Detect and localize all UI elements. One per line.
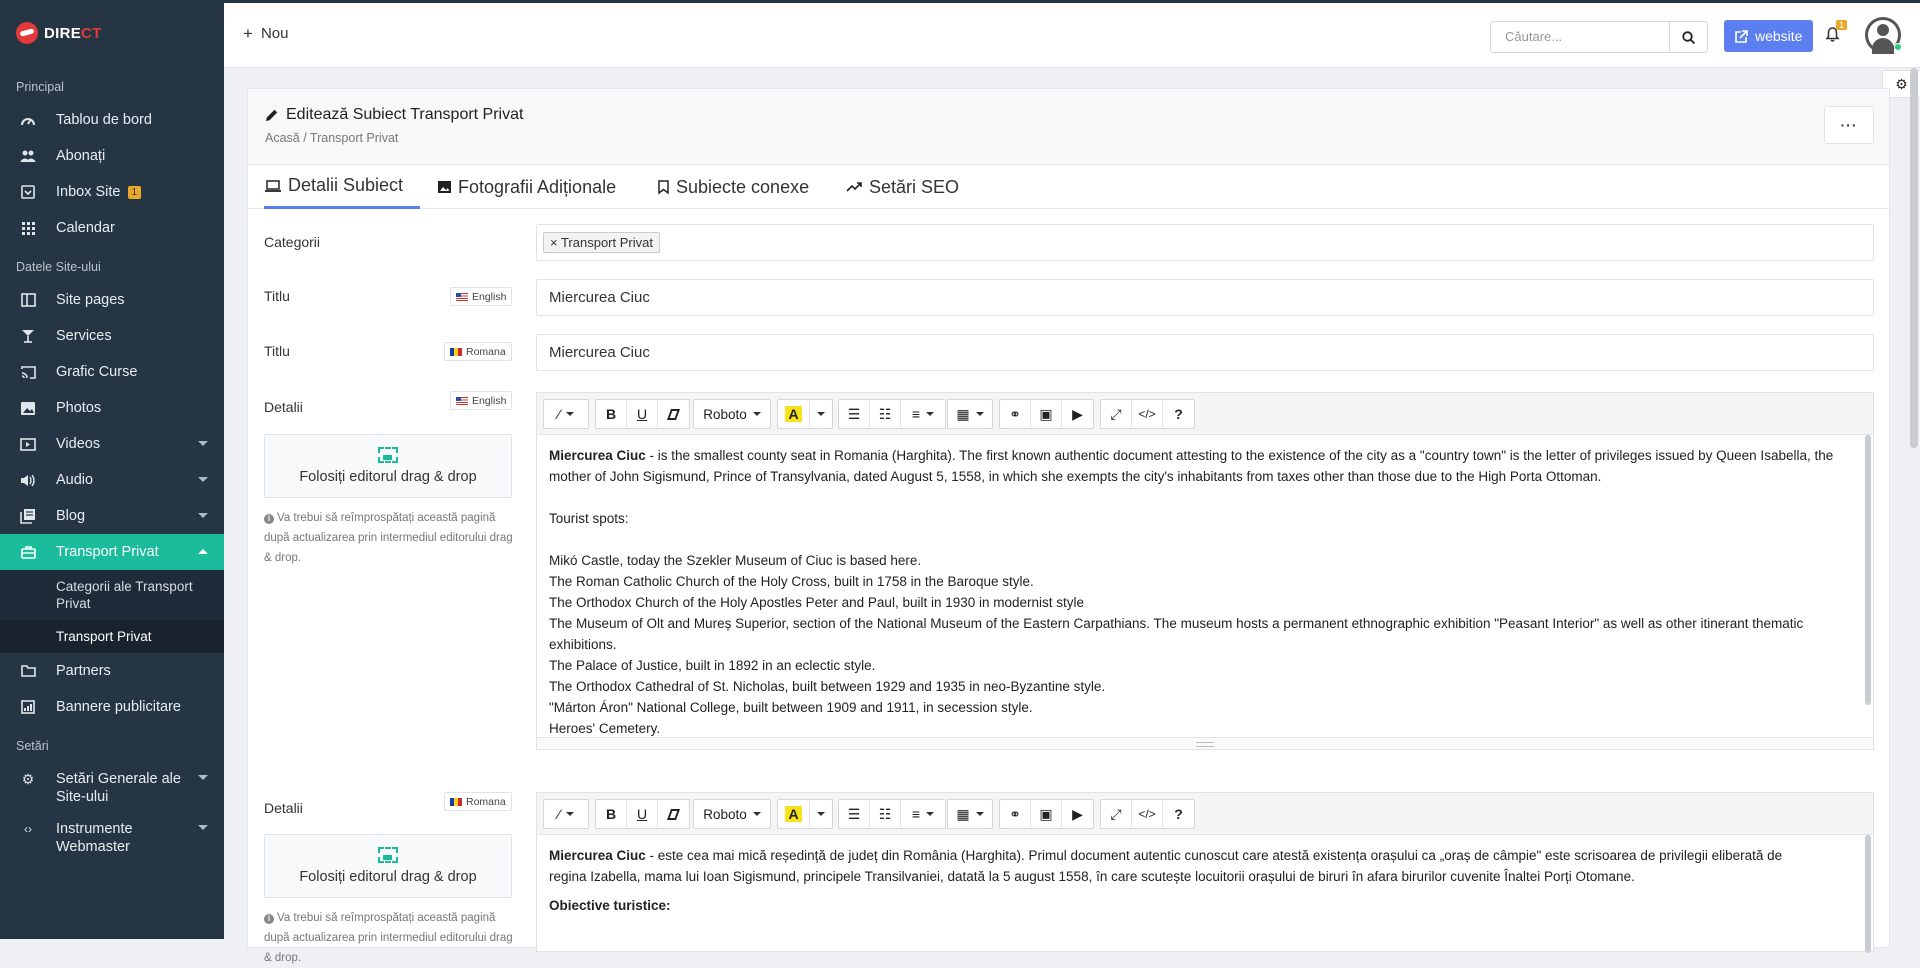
lang-chip-label: Romana xyxy=(466,345,506,358)
align-left-icon: ≡ xyxy=(911,406,921,422)
website-button[interactable] xyxy=(1724,20,1813,52)
table-button[interactable] xyxy=(948,800,992,828)
bold-button[interactable] xyxy=(596,800,627,828)
breadcrumb[interactable]: Acasă / Transport Privat xyxy=(265,131,399,145)
more-options-button[interactable]: ··· xyxy=(1824,106,1874,144)
new-button-label: Nou xyxy=(260,25,289,42)
spots-title: Obiective turistice: xyxy=(549,898,671,913)
toolbar-group-font xyxy=(693,799,771,829)
editor-blank xyxy=(549,529,1861,550)
bold-icon: B xyxy=(605,406,617,422)
link-button[interactable] xyxy=(1000,800,1031,828)
video-button[interactable] xyxy=(1062,400,1093,428)
font-family-select[interactable] xyxy=(694,800,770,828)
editor-line: Heroes' Cemetery. xyxy=(549,721,661,736)
list-ol-icon: ☷ xyxy=(878,405,892,422)
section-main: Principal xyxy=(16,80,64,94)
pages-icon xyxy=(20,292,36,308)
flag-us-icon xyxy=(456,397,468,405)
flag-us-icon xyxy=(456,293,468,301)
align-left-icon: ≡ xyxy=(911,806,921,822)
rich-editor-en xyxy=(536,392,1874,750)
lang-chip-label: English xyxy=(472,290,507,303)
dragdrop-label: Folosiți editorul drag & drop xyxy=(299,869,477,885)
section-site-data: Datele Site-ului xyxy=(16,260,101,274)
chevron-down-icon xyxy=(926,812,934,816)
sidebar-item-photos[interactable] xyxy=(0,390,224,426)
image-button[interactable] xyxy=(1031,800,1062,828)
search-input[interactable]: Căutare... xyxy=(1490,21,1670,53)
inbox-icon xyxy=(20,184,36,200)
color-button[interactable] xyxy=(778,400,810,428)
link-icon: ⚭ xyxy=(1009,805,1021,822)
table-button[interactable] xyxy=(948,400,992,428)
sidebar-item-inbox[interactable] xyxy=(0,174,224,210)
toolbar-group-style xyxy=(543,799,589,829)
chevron-down-icon xyxy=(566,812,574,816)
edit-card xyxy=(247,88,1890,964)
sidebar-subitem-transport[interactable]: Transport Privat xyxy=(0,620,224,653)
rich-editor-ro xyxy=(536,792,1874,952)
align-button[interactable] xyxy=(901,400,945,428)
chevron-down-icon xyxy=(566,412,574,416)
sidebar-item-site-pages[interactable] xyxy=(0,282,224,318)
transport-submenu xyxy=(0,570,224,653)
inbox-badge: 1 xyxy=(128,186,142,199)
tab-label: Setări SEO xyxy=(869,176,960,197)
editor-paragraph xyxy=(549,845,1813,887)
image-icon: ▣ xyxy=(1039,405,1053,422)
cocktail-icon xyxy=(20,328,36,344)
font-family-select[interactable] xyxy=(694,400,770,428)
card-header xyxy=(248,89,1889,165)
sidebar-item-label: Tablou de bord xyxy=(56,112,152,128)
toolbar-group-color xyxy=(777,399,833,429)
sidebar-item-subscribers[interactable] xyxy=(0,138,224,174)
dragdrop-icon xyxy=(378,847,398,863)
text-color-icon: A xyxy=(785,806,801,822)
toolbar-group-lists xyxy=(838,799,946,829)
editor-toolbar xyxy=(537,393,1873,435)
lead-text: - is the smallest county seat in Romania (Harghita). The first known authentic document attesting to the existence of the city as a "country town" is the letter of privileges issued by Queen Isabella, the mother of John Sigismund, Prince of Transylvania, dated August 5, 1558, in which she exempts the city's inhabitants from taxes other than those due to the High Porta Ottoman. xyxy=(549,448,1834,484)
ordered-list-button[interactable] xyxy=(870,400,901,428)
topbar xyxy=(224,0,1920,68)
title-input-en[interactable]: Miercurea Ciuc xyxy=(536,279,1874,316)
expand-icon: ⤢ xyxy=(1110,805,1122,822)
laptop-icon xyxy=(265,180,281,192)
bold-icon: B xyxy=(605,806,617,822)
gear-icon: ⚙ xyxy=(21,771,35,787)
ordered-list-button[interactable] xyxy=(870,800,901,828)
tab-photos[interactable] xyxy=(438,165,616,209)
chevron-down-icon xyxy=(198,513,208,518)
cast-icon xyxy=(20,364,36,380)
dragdrop-hint xyxy=(264,908,516,968)
code-view-button[interactable] xyxy=(1132,800,1163,828)
lead-bold: Miercurea Ciuc xyxy=(549,848,646,863)
lang-chip-label: English xyxy=(472,394,507,407)
tab-details[interactable] xyxy=(264,165,420,209)
code-icon: </> xyxy=(1138,407,1156,421)
bullet-list-button[interactable] xyxy=(839,400,870,428)
editor-line: The Palace of Justice, built in 1892 in an eclectic style. xyxy=(549,658,876,673)
category-tag[interactable]: × Transport Privat xyxy=(543,232,660,253)
editor-content-ro[interactable] xyxy=(537,835,1873,953)
underline-button[interactable] xyxy=(627,800,658,828)
chevron-down-icon xyxy=(753,412,761,416)
fullscreen-button[interactable] xyxy=(1101,800,1132,828)
editor-resize-handle[interactable] xyxy=(537,737,1873,749)
toolbar-group-view xyxy=(1100,399,1195,429)
lang-chip-ro xyxy=(444,342,512,361)
bold-button[interactable] xyxy=(596,400,627,428)
page-scrollbar[interactable] xyxy=(1910,68,1918,448)
underline-icon: U xyxy=(636,406,648,422)
underline-button[interactable] xyxy=(627,400,658,428)
external-link-icon xyxy=(1735,30,1748,43)
editor-line: The Roman Catholic Church of the Holy Cross, built in 1758 in the Baroque style. xyxy=(549,574,1034,589)
color-dropdown[interactable] xyxy=(810,400,832,428)
page-title xyxy=(265,106,523,124)
sidebar-item-videos[interactable] xyxy=(0,426,224,462)
video-icon: ▶ xyxy=(1072,805,1083,822)
toolbar-group-insert xyxy=(999,399,1094,429)
chevron-down-icon xyxy=(817,812,825,816)
help-icon: ? xyxy=(1174,806,1183,822)
sidebar-item-label: Bannere publicitare xyxy=(56,699,181,715)
sidebar-item-blog[interactable] xyxy=(0,498,224,534)
toolbar-group-format xyxy=(595,799,690,829)
image-button[interactable] xyxy=(1031,400,1062,428)
search-button[interactable] xyxy=(1670,21,1708,53)
toolbar-group-view xyxy=(1100,799,1195,829)
expand-icon: ⤢ xyxy=(1110,405,1122,422)
info-icon: i xyxy=(264,914,274,924)
lang-chip-label: Romana xyxy=(466,795,506,808)
sidebar-item-banners[interactable] xyxy=(0,689,224,725)
editor-paragraph xyxy=(549,445,1861,487)
bullet-list-button[interactable] xyxy=(839,800,870,828)
sidebar-item-label: Site pages xyxy=(56,292,125,308)
eraser-button[interactable] xyxy=(658,800,689,828)
volume-icon xyxy=(20,472,36,488)
sidebar-item-calendar[interactable] xyxy=(0,210,224,246)
title-label-en: Titlu xyxy=(264,288,290,304)
video-icon xyxy=(20,436,36,452)
hint-text: Va trebui să reîmprospătați această pagină după actualizarea prin intermediul editorului drag & drop. xyxy=(264,912,513,964)
image-icon xyxy=(20,400,36,416)
tab-label: Fotografii Adiționale xyxy=(458,176,617,197)
grid-icon xyxy=(20,220,36,236)
underline-icon: U xyxy=(636,806,648,822)
banner-icon xyxy=(20,699,36,715)
dragdrop-editor-button[interactable] xyxy=(264,434,512,498)
lead-bold: Miercurea Ciuc xyxy=(549,448,646,463)
tab-seo[interactable] xyxy=(846,165,959,209)
chevron-up-icon xyxy=(198,549,208,554)
categories-label: Categorii xyxy=(264,234,321,250)
hint-text: Va trebui să reîmprospătați această pagină după actualizarea prin intermediul editorului drag & drop. xyxy=(264,512,513,564)
online-indicator xyxy=(1894,43,1902,51)
dragdrop-label: Folosiți editorul drag & drop xyxy=(299,469,477,485)
font-name: Roboto xyxy=(703,806,747,822)
sidebar-item-transport[interactable] xyxy=(0,534,224,570)
toolbar-group-style xyxy=(543,399,589,429)
eraser-icon xyxy=(667,809,680,820)
gauge-icon xyxy=(20,112,36,128)
magic-style-button[interactable] xyxy=(544,800,588,828)
logo-icon xyxy=(16,22,38,44)
tab-related[interactable] xyxy=(658,165,809,209)
sidebar-item-general-settings[interactable] xyxy=(0,761,224,811)
sidebar-item-label: Blog xyxy=(56,508,86,524)
flag-ro-icon xyxy=(450,348,462,356)
chevron-down-icon xyxy=(817,412,825,416)
chevron-down-icon xyxy=(926,412,934,416)
editor-line: "Márton Áron" National College, built between 1909 and 1911, in secession style. xyxy=(549,700,1033,715)
code-icon: ‹› xyxy=(24,822,32,836)
editor-line: Mikó Castle, today the Szekler Museum of Ciuc is based here. xyxy=(549,553,922,568)
lang-chip-en xyxy=(450,287,512,306)
magic-wand-icon: ⁄ xyxy=(557,806,561,822)
color-button[interactable] xyxy=(778,800,810,828)
sidebar-item-label: Abonați xyxy=(56,148,106,164)
text-color-icon: A xyxy=(785,406,801,422)
editor-content-en[interactable] xyxy=(537,435,1873,738)
image-icon xyxy=(438,181,451,193)
logo-text-a: DIRE xyxy=(44,24,82,42)
info-icon: i xyxy=(264,514,274,524)
dragdrop-icon xyxy=(378,447,398,463)
title-input-ro[interactable]: Miercurea Ciuc xyxy=(536,334,1874,371)
code-icon: </> xyxy=(1138,807,1156,821)
editor-blank xyxy=(549,487,1861,508)
sidebar-item-label: Setări Generale ale Site-ului xyxy=(56,771,181,805)
tab-bar xyxy=(248,165,1889,209)
editor-line: The Orthodox Church of the Holy Apostles Peter and Paul, built in 1930 in modernist style xyxy=(549,595,1085,610)
list-ol-icon: ☷ xyxy=(878,805,892,822)
folder-icon xyxy=(20,663,36,679)
sidebar-item-label: Instrumente Webmaster xyxy=(56,821,133,855)
toolbar-group-font xyxy=(693,399,771,429)
font-name: Roboto xyxy=(703,406,747,422)
details-label-ro: Detalii xyxy=(264,800,303,816)
section-settings: Setări xyxy=(16,739,49,753)
briefcase-icon xyxy=(20,544,36,560)
help-button[interactable] xyxy=(1163,400,1194,428)
sidebar-item-label: Calendar xyxy=(56,220,115,236)
gear-icon: ⚙ xyxy=(1895,75,1908,92)
dragdrop-editor-button[interactable] xyxy=(264,834,512,898)
sidebar-item-label: Grafic Curse xyxy=(56,364,138,380)
title-label-ro: Titlu xyxy=(264,343,290,359)
bookmark-icon xyxy=(658,180,669,194)
blog-icon xyxy=(20,508,36,524)
link-button[interactable] xyxy=(1000,400,1031,428)
editor-toolbar xyxy=(537,793,1873,835)
sidebar-item-partners[interactable] xyxy=(0,653,224,689)
editor-line: The Orthodox Cathedral of St. Nicholas, built between 1929 and 1935 in neo-Byzantine style. xyxy=(549,679,1106,694)
editor-scrollbar[interactable] xyxy=(1865,835,1871,953)
sidebar-subitem-categories[interactable]: Categorii ale Transport Privat xyxy=(56,579,193,611)
lang-chip-en xyxy=(450,391,512,410)
details-label-en: Detalii xyxy=(264,399,303,415)
logo-text-b: CT xyxy=(81,24,102,42)
video-icon: ▶ xyxy=(1072,405,1083,422)
tab-label: Detalii Subiect xyxy=(288,175,404,195)
list-ul-icon: ☰ xyxy=(847,405,861,422)
help-button[interactable] xyxy=(1163,800,1194,828)
sidebar-item-label: Photos xyxy=(56,400,102,416)
chevron-down-icon xyxy=(198,775,208,780)
tab-label: Subiecte conexe xyxy=(676,176,810,197)
color-dropdown[interactable] xyxy=(810,800,832,828)
categories-select[interactable] xyxy=(536,224,1874,261)
logo[interactable] xyxy=(0,0,224,66)
flag-ro-icon xyxy=(450,798,462,806)
table-icon: ▦ xyxy=(956,405,970,422)
toolbar-group-lists xyxy=(838,399,946,429)
toolbar-group-table xyxy=(947,399,993,429)
chevron-down-icon xyxy=(976,812,984,816)
editor-scrollbar[interactable] xyxy=(1865,435,1871,705)
toolbar-group-format xyxy=(595,399,690,429)
website-button-label: website xyxy=(1755,28,1803,44)
editor-paragraph: Tourist spots: xyxy=(549,511,629,526)
lead-text: - este cea mai mică reședință de județ din România (Harghita). Primul document autentic cunoscut care atestă existența orașului ca „oraș de câmpie" este scrisoarea de privilegii eliberată de regina Izabella, mama lui Ioan Sigismund, principele Transilvaniei, datată la 5 august 1558, în care scutește locuitorii orașului de biruri în afara birurilor cuvenite Înaltei Porți Otomane. xyxy=(549,848,1783,884)
align-button[interactable] xyxy=(901,800,945,828)
sidebar-item-grafic[interactable] xyxy=(0,354,224,390)
sidebar-item-label: Inbox Site xyxy=(56,184,121,200)
notification-badge: 1 xyxy=(1836,20,1847,30)
sidebar-item-webmaster[interactable] xyxy=(0,811,224,861)
fullscreen-button[interactable] xyxy=(1101,400,1132,428)
chevron-down-icon xyxy=(198,441,208,446)
video-button[interactable] xyxy=(1062,800,1093,828)
sidebar-item-label: Audio xyxy=(56,472,94,488)
users-icon xyxy=(20,148,36,164)
page-title-text: Editează Subiect Transport Privat xyxy=(286,106,524,123)
chevron-down-icon xyxy=(198,825,208,830)
table-icon: ▦ xyxy=(956,805,970,822)
help-icon: ? xyxy=(1174,406,1183,422)
search-icon xyxy=(1682,31,1695,44)
sidebar-item-services[interactable] xyxy=(0,318,224,354)
pencil-icon xyxy=(265,108,279,122)
toolbar-group-table xyxy=(947,799,993,829)
sidebar xyxy=(0,0,224,939)
magic-style-button[interactable] xyxy=(544,400,588,428)
plus-icon: + xyxy=(243,24,253,43)
editor-line: The Museum of Olt and Mureș Superior, section of the National Museum of the Eastern Carpathians. The museum hosts a permanent ethnographic exhibition "Peasant Interior" as well as other itinerant thematic exhibitions. xyxy=(549,616,1804,652)
chevron-down-icon xyxy=(976,412,984,416)
dragdrop-hint xyxy=(264,508,516,568)
link-icon: ⚭ xyxy=(1009,405,1021,422)
toolbar-group-color xyxy=(777,799,833,829)
sidebar-item-label: Partners xyxy=(56,663,111,679)
sidebar-item-label: Services xyxy=(56,328,112,344)
image-icon: ▣ xyxy=(1039,805,1053,822)
sidebar-item-audio[interactable] xyxy=(0,462,224,498)
code-view-button[interactable] xyxy=(1132,400,1163,428)
sidebar-item-dashboard[interactable] xyxy=(0,102,224,138)
magic-wand-icon: ⁄ xyxy=(557,406,561,422)
chevron-down-icon xyxy=(198,477,208,482)
toolbar-group-insert xyxy=(999,799,1094,829)
new-button[interactable] xyxy=(243,25,288,42)
chevron-down-icon xyxy=(753,812,761,816)
eraser-icon xyxy=(667,409,680,420)
lang-chip-ro xyxy=(444,792,512,811)
eraser-button[interactable] xyxy=(658,400,689,428)
list-ul-icon: ☰ xyxy=(847,805,861,822)
trending-up-icon xyxy=(846,182,862,192)
sidebar-item-label: Transport Privat xyxy=(56,544,159,560)
sidebar-item-label: Videos xyxy=(56,436,101,452)
editor-paragraph xyxy=(549,895,1813,916)
